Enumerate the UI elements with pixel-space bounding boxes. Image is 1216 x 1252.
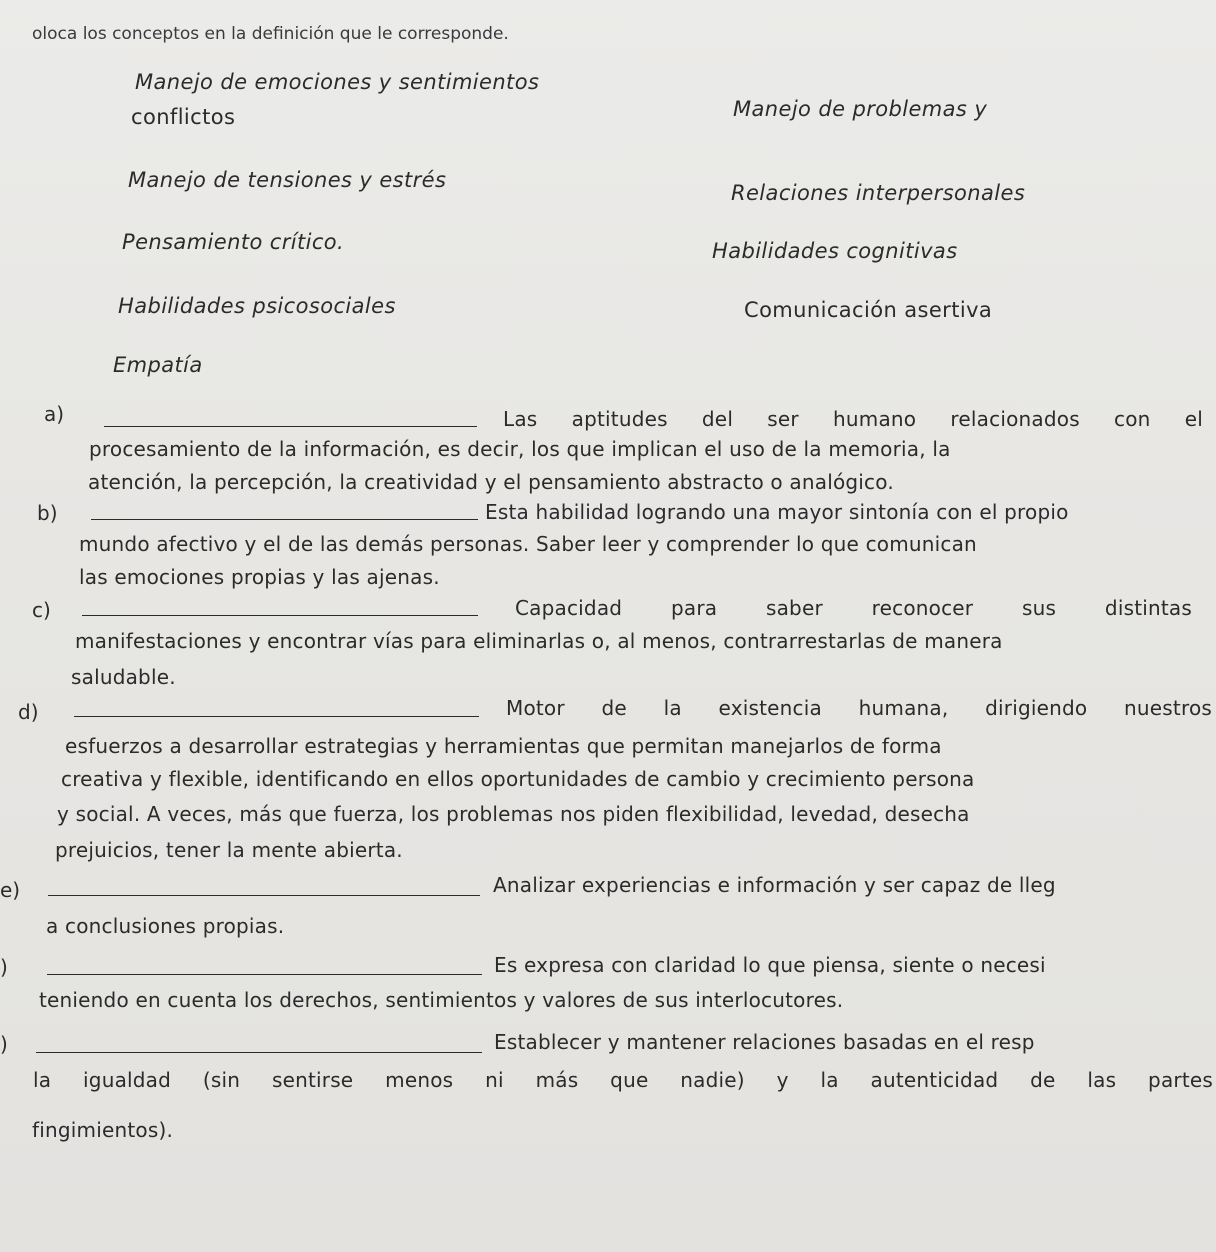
concept-emociones: Manejo de emociones y sentimientos [135, 70, 540, 94]
item-d-line5: prejuicios, tener la mente abierta. [55, 838, 403, 862]
concept-problemas: Manejo de problemas y [733, 97, 988, 121]
item-g-line1: Establecer y mantener relaciones basadas en el resp [494, 1030, 1035, 1054]
item-b-blank[interactable] [91, 519, 478, 520]
concept-asertiva: Comunicación asertiva [744, 298, 993, 322]
item-d-line4: y social. A veces, más que fuerza, los problemas nos piden flexibilidad, levedad, desecha [57, 802, 970, 826]
item-c-blank[interactable] [82, 615, 478, 616]
item-g-line2: la igualdad (sin sentirse menos ni más que nadie) y la autenticidad de las partes [33, 1068, 1213, 1092]
concept-tensiones: Manejo de tensiones y estrés [128, 168, 447, 192]
item-a-blank[interactable] [104, 426, 477, 427]
item-g-line3: fingimientos). [32, 1118, 174, 1142]
item-e-blank[interactable] [48, 895, 480, 896]
item-f-blank[interactable] [47, 974, 482, 975]
item-f-line1: Es expresa con claridad lo que piensa, siente o necesi [494, 953, 1046, 977]
item-a-line2: procesamiento de la información, es decir, los que implican el uso de la memoria, la [89, 437, 951, 461]
concept-psicosociales: Habilidades psicosociales [118, 294, 396, 318]
item-c-line3: saludable. [71, 665, 176, 689]
item-g-label: ) [0, 1032, 8, 1056]
item-b-line2: mundo afectivo y el de las demás personas. Saber leer y comprender lo que comunican [79, 532, 977, 556]
item-d-line3: creativa y flexible, identificando en ellos oportunidades de cambio y crecimiento persona [61, 767, 975, 791]
instructions: oloca los conceptos en la definición que le corresponde. [32, 24, 509, 44]
item-e-line2: a conclusiones propias. [46, 914, 285, 938]
item-a-label: a) [44, 402, 65, 426]
item-d-line2: esfuerzos a desarrollar estrategias y herramientas que permitan manejarlos de forma [65, 734, 942, 758]
item-c-line1: Capacidad para saber reconocer sus distintas [515, 596, 1192, 620]
concept-empatia: Empatía [113, 353, 203, 377]
concept-conflictos: conflictos [131, 105, 236, 129]
item-b-line3: las emociones propias y las ajenas. [79, 565, 440, 589]
item-a-line3: atención, la percepción, la creatividad y el pensamiento abstracto o analógico. [88, 470, 894, 494]
concept-relaciones: Relaciones interpersonales [731, 181, 1026, 205]
item-e-label: e) [0, 878, 21, 902]
concept-pensamiento: Pensamiento crítico. [122, 230, 345, 254]
item-b-label: b) [37, 501, 58, 525]
item-d-blank[interactable] [74, 716, 479, 717]
item-a-line1: Las aptitudes del ser humano relacionados con el [503, 407, 1203, 431]
item-c-label: c) [32, 598, 51, 622]
item-d-line1: Motor de la existencia humana, dirigiendo nuestros [506, 696, 1212, 720]
item-g-blank[interactable] [36, 1052, 482, 1053]
item-f-line2: teniendo en cuenta los derechos, sentimientos y valores de sus interlocutores. [39, 988, 844, 1012]
item-e-line1: Analizar experiencias e información y ser capaz de lleg [493, 873, 1056, 897]
concept-cognitivas: Habilidades cognitivas [712, 239, 958, 263]
item-c-line2: manifestaciones y encontrar vías para eliminarlas o, al menos, contrarrestarlas de manera [75, 629, 1003, 653]
item-b-line1: Esta habilidad logrando una mayor sintonía con el propio [485, 500, 1069, 524]
item-d-label: d) [18, 700, 39, 724]
item-f-label: ) [0, 955, 8, 979]
